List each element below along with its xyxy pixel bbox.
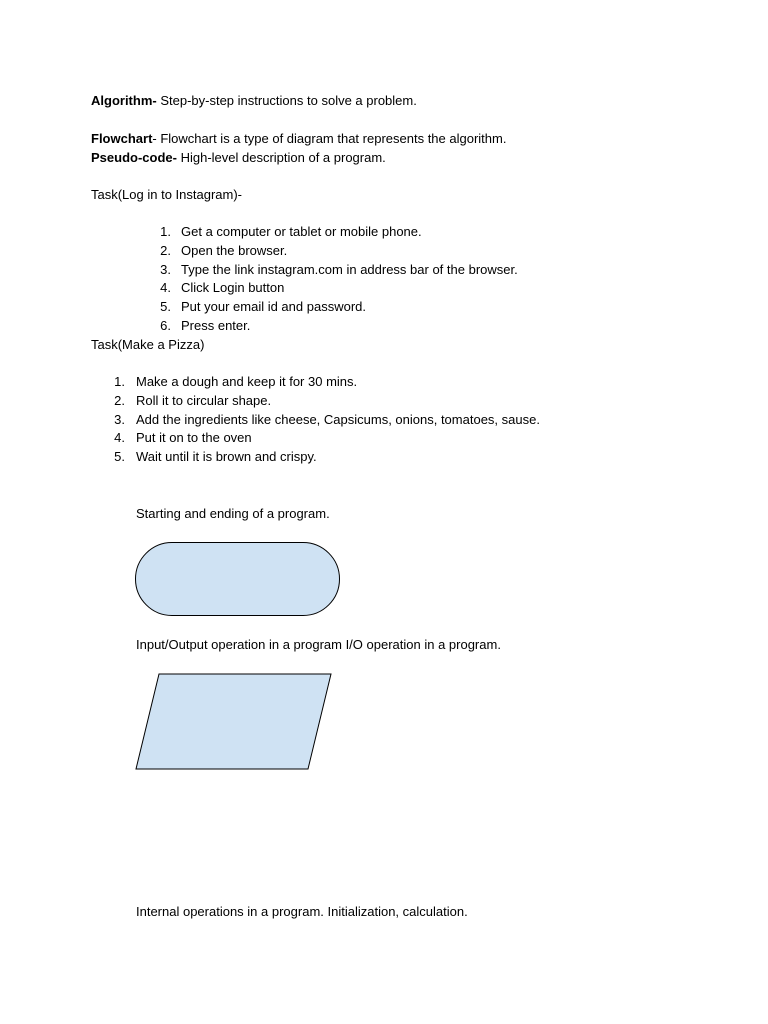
list-text: Make a dough and keep it for 30 mins. [136, 374, 358, 389]
list-text: Click Login button [181, 280, 285, 296]
list-item [151, 318, 518, 337]
definition-text: High-level description of a program. [176, 150, 386, 165]
list-text: Press enter. [181, 317, 251, 333]
list-text: Get a computer or tablet or mobile phone. [181, 224, 422, 239]
list-item [151, 224, 518, 243]
io-shape [134, 672, 334, 772]
terminal-rounded-rectangle [136, 543, 340, 616]
io-caption: Input/Output operation in a program I/O operation in a program. [136, 637, 501, 652]
list-item [105, 430, 540, 449]
list-item [151, 280, 518, 299]
list-item [105, 449, 540, 468]
definition-pseudo-code [91, 150, 386, 166]
list-text: Type the link instagram.com in address bar of the browser. [181, 261, 518, 277]
definition-term: Flowchart [91, 131, 153, 146]
list-text: Open the browser. [181, 242, 288, 258]
definition-text: - Flowchart is a type of diagram that represents the algorithm. [152, 131, 507, 146]
task-pizza-steps [105, 374, 540, 468]
task-pizza-heading: Task(Make a Pizza) [91, 337, 205, 352]
list-number: 2. [114, 392, 125, 408]
list-item [151, 262, 518, 281]
definition-text: Step-by-step instructions to solve a problem. [156, 93, 417, 108]
list-number: 1. [114, 374, 125, 389]
list-text: Put your email id and password. [181, 299, 366, 315]
list-item [151, 243, 518, 262]
list-text: Put it on to the oven [136, 430, 252, 446]
list-item [105, 374, 540, 393]
definition-algorithm [91, 93, 417, 109]
list-text: Roll it to circular shape. [136, 392, 272, 408]
task-instagram-steps [151, 224, 518, 337]
list-item [105, 393, 540, 412]
process-caption: Internal operations in a program. Initialization, calculation. [136, 904, 468, 919]
list-number: 5. [160, 299, 171, 315]
list-number: 4. [160, 280, 171, 296]
terminal-caption: Starting and ending of a program. [136, 506, 330, 521]
list-text: Wait until it is brown and crispy. [136, 449, 317, 465]
terminal-shape [134, 541, 344, 619]
list-item [105, 412, 540, 431]
list-number: 6. [160, 317, 171, 333]
definition-flowchart [91, 131, 506, 147]
io-parallelogram [136, 674, 331, 769]
definition-term: Algorithm- [91, 93, 157, 108]
definition-term: Pseudo-code- [91, 150, 177, 165]
list-text: Add the ingredients like cheese, Capsicums, onions, tomatoes, sause. [136, 411, 540, 427]
list-number: 3. [160, 261, 171, 277]
list-number: 5. [114, 449, 125, 465]
list-number: 1. [160, 224, 171, 239]
list-number: 4. [114, 430, 125, 446]
list-number: 2. [160, 242, 171, 258]
list-item [151, 299, 518, 318]
list-number: 3. [114, 411, 125, 427]
task-instagram-heading: Task(Log in to Instagram)- [91, 187, 243, 202]
